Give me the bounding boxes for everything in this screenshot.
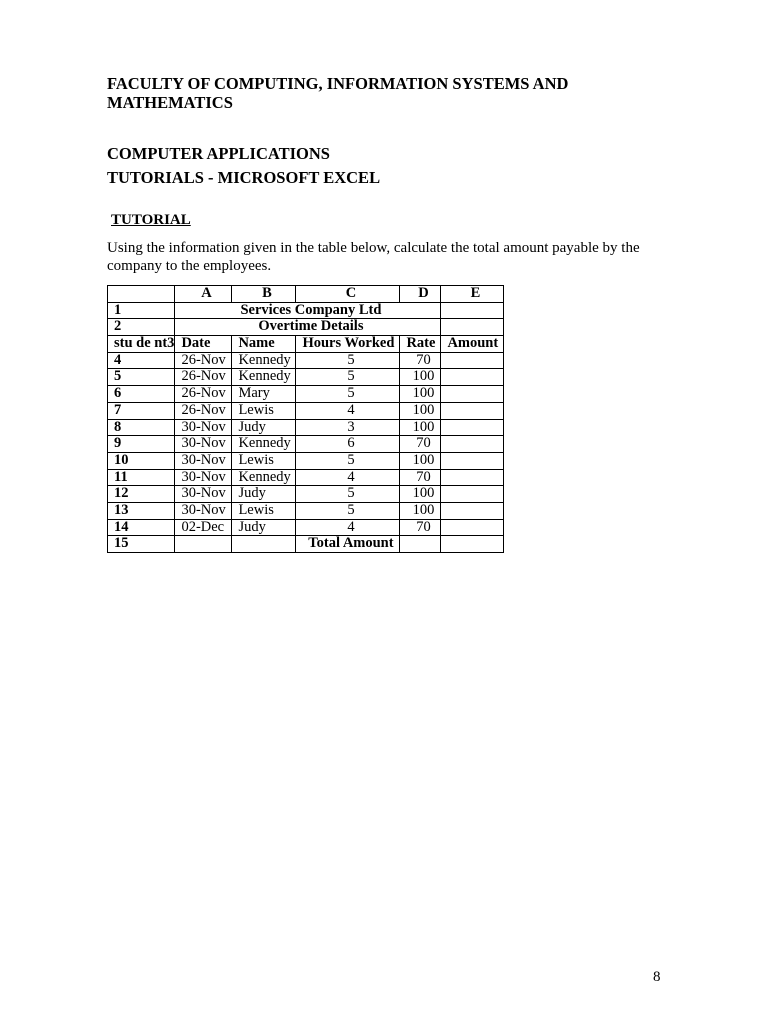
table-row (108, 369, 504, 386)
name-cell: Kennedy (232, 436, 296, 453)
row-number: 2 (108, 319, 175, 336)
date-cell: 26-Nov (175, 369, 232, 386)
table-row (108, 419, 504, 436)
amount-cell (441, 402, 504, 419)
column-header: Rate (400, 336, 441, 353)
date-cell: 02-Dec (175, 519, 232, 536)
amount-cell (441, 386, 504, 403)
amount-cell (441, 436, 504, 453)
empty-cell (400, 536, 441, 553)
row-number: 14 (108, 519, 175, 536)
rate-cell: 100 (400, 419, 441, 436)
date-cell: 26-Nov (175, 352, 232, 369)
corner-cell (108, 286, 175, 303)
row-number: 13 (108, 502, 175, 519)
column-header: Name (232, 336, 296, 353)
empty-cell (441, 302, 504, 319)
header-row (108, 336, 504, 353)
empty-cell (175, 536, 232, 553)
date-cell: 26-Nov (175, 402, 232, 419)
total-amount-cell (441, 536, 504, 553)
table-row (108, 319, 504, 336)
name-cell: Lewis (232, 452, 296, 469)
table-row (108, 436, 504, 453)
table-row (108, 519, 504, 536)
rate-cell: 70 (400, 352, 441, 369)
column-letter: C (296, 286, 400, 303)
rate-cell: 100 (400, 402, 441, 419)
row-number: 7 (108, 402, 175, 419)
row-number: 6 (108, 386, 175, 403)
name-cell: Lewis (232, 402, 296, 419)
amount-cell (441, 469, 504, 486)
name-cell: Judy (232, 486, 296, 503)
row-number: 15 (108, 536, 175, 553)
amount-cell (441, 519, 504, 536)
row-number: 11 (108, 469, 175, 486)
date-cell: 30-Nov (175, 486, 232, 503)
hours-cell: 5 (296, 352, 400, 369)
column-header: Hours Worked (296, 336, 400, 353)
table-row (108, 402, 504, 419)
table-row (108, 452, 504, 469)
row-number: 5 (108, 369, 175, 386)
date-cell: 26-Nov (175, 386, 232, 403)
hours-cell: 6 (296, 436, 400, 453)
amount-cell (441, 352, 504, 369)
empty-cell (441, 319, 504, 336)
total-row (108, 536, 504, 553)
row-number: stu de nt3 (108, 336, 175, 353)
rate-cell: 70 (400, 436, 441, 453)
name-cell: Judy (232, 519, 296, 536)
amount-cell (441, 419, 504, 436)
table-row (108, 469, 504, 486)
course-heading (107, 142, 380, 190)
date-cell: 30-Nov (175, 452, 232, 469)
date-cell: 30-Nov (175, 419, 232, 436)
column-letter: E (441, 286, 504, 303)
row-number: 12 (108, 486, 175, 503)
hours-cell: 3 (296, 419, 400, 436)
hours-cell: 5 (296, 502, 400, 519)
name-cell: Kennedy (232, 369, 296, 386)
tutorial-heading: TUTORIAL (111, 212, 191, 228)
row-number: 4 (108, 352, 175, 369)
column-header: Date (175, 336, 232, 353)
table-row (108, 502, 504, 519)
column-letter: D (400, 286, 441, 303)
amount-cell (441, 486, 504, 503)
name-cell: Mary (232, 386, 296, 403)
rate-cell: 100 (400, 386, 441, 403)
hours-cell: 4 (296, 519, 400, 536)
row-number: 10 (108, 452, 175, 469)
column-letter: B (232, 286, 296, 303)
amount-cell (441, 502, 504, 519)
rate-cell: 70 (400, 469, 441, 486)
table-row (108, 386, 504, 403)
company-name-cell: Services Company Ltd (175, 302, 441, 319)
name-cell: Lewis (232, 502, 296, 519)
faculty-heading: FACULTY OF COMPUTING, INFORMATION SYSTEMS AND MATHEMATICS (107, 74, 569, 112)
rate-cell: 100 (400, 452, 441, 469)
table-row (108, 486, 504, 503)
instructions-paragraph: Using the information given in the table below, calculate the total amount payable by the company to the employees. (107, 240, 640, 274)
name-cell: Kennedy (232, 352, 296, 369)
rate-cell: 100 (400, 502, 441, 519)
column-letter: A (175, 286, 232, 303)
amount-cell (441, 369, 504, 386)
date-cell: 30-Nov (175, 469, 232, 486)
spreadsheet-table (107, 285, 504, 553)
row-number: 9 (108, 436, 175, 453)
hours-cell: 5 (296, 486, 400, 503)
rate-cell: 70 (400, 519, 441, 536)
page-number: 8 (653, 969, 661, 985)
empty-cell (232, 536, 296, 553)
table-row (108, 352, 504, 369)
section-title-cell: Overtime Details (175, 319, 441, 336)
name-cell: Judy (232, 419, 296, 436)
course-title: COMPUTER APPLICATIONS (107, 144, 330, 163)
hours-cell: 5 (296, 386, 400, 403)
amount-cell (441, 452, 504, 469)
rate-cell: 100 (400, 486, 441, 503)
name-cell: Kennedy (232, 469, 296, 486)
course-subtitle: TUTORIALS - MICROSOFT EXCEL (107, 168, 381, 187)
row-number: 8 (108, 419, 175, 436)
total-amount-label: Total Amount (296, 536, 400, 553)
table-row (108, 302, 504, 319)
rate-cell: 100 (400, 369, 441, 386)
hours-cell: 5 (296, 452, 400, 469)
row-number: 1 (108, 302, 175, 319)
hours-cell: 4 (296, 469, 400, 486)
hours-cell: 4 (296, 402, 400, 419)
hours-cell: 5 (296, 369, 400, 386)
date-cell: 30-Nov (175, 502, 232, 519)
column-letter-row (108, 286, 504, 303)
date-cell: 30-Nov (175, 436, 232, 453)
column-header: Amount (441, 336, 504, 353)
